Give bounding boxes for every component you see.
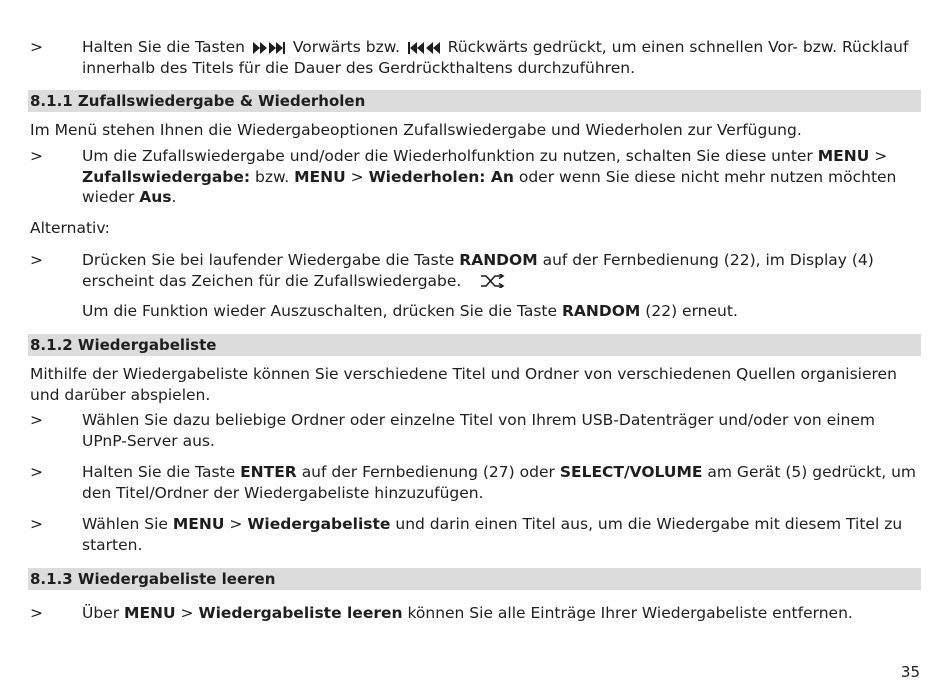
bullet-marker: > <box>30 38 43 56</box>
section-heading-8-1-2: 8.1.2 Wiedergabeliste <box>28 334 921 356</box>
section-heading-8-1-1: 8.1.1 Zufallswiedergabe & Wiederholen <box>28 90 921 112</box>
bullet-text: Halten Sie die Taste ENTER auf der Fernbedienung (27) oder SELECT/VOLUME am Gerät (5) gedrückt, um den Titel/Ordner der Wiedergabeliste hinzuzufügen. <box>82 463 916 502</box>
fast-forward-icon <box>253 42 285 54</box>
paragraph: Alternativ: <box>30 219 110 237</box>
paragraph: Mithilfe der Wiedergabeliste können Sie verschiedene Titel und Ordner von verschiedenen Quellen organisieren und darüber abspielen. <box>30 365 897 404</box>
bullet-marker: > <box>30 251 43 269</box>
bullet-marker: > <box>30 411 43 429</box>
bullet-text: Wählen Sie dazu beliebige Ordner oder einzelne Titel von Ihrem USB-Datenträger und/oder von einem UPnP-Server aus. <box>82 411 875 450</box>
intro-paragraph: Halten Sie die Tasten Vorwärts bzw. Rückwärts gedrückt, um einen schnellen Vor- bzw. Rücklauf innerhalb des Titels für die Dauer des Gerdrückthaltens durchzuführen. <box>82 38 909 77</box>
bullet-marker: > <box>30 515 43 533</box>
paragraph: Um die Funktion wieder Auszuschalten, drücken Sie die Taste RANDOM (22) erneut. <box>82 302 738 320</box>
paragraph: Im Menü stehen Ihnen die Wiedergabeoptionen Zufallswiedergabe und Wiederholen zur Verfügung. <box>30 121 802 139</box>
shuffle-icon <box>480 274 506 288</box>
bullet-text: Um die Zufallswiedergabe und/oder die Wiederholfunktion zu nutzen, schalten Sie diese unter MENU > Zufallswiedergabe: bzw. MENU > Wiederholen: An oder wenn Sie diese nicht mehr nutzen möchten wieder Aus. <box>82 147 897 206</box>
section-heading-8-1-3: 8.1.3 Wiedergabeliste leeren <box>28 568 921 590</box>
bullet-text: Drücken Sie bei laufender Wiedergabe die Taste RANDOM auf der Fernbedienung (22), im Display (4) erscheint das Zeichen für die Zufallswiedergabe. <box>82 251 874 290</box>
bullet-marker: > <box>30 604 43 622</box>
page-number: 35 <box>900 663 920 681</box>
rewind-icon <box>408 42 440 54</box>
bullet-marker: > <box>30 463 43 481</box>
bullet-text: Wählen Sie MENU > Wiedergabeliste und darin einen Titel aus, um die Wiedergabe mit diesem Titel zu starten. <box>82 515 903 554</box>
bullet-marker: > <box>30 147 43 165</box>
bullet-text: Über MENU > Wiedergabeliste leeren können Sie alle Einträge Ihrer Wiedergabeliste entfernen. <box>82 604 853 622</box>
